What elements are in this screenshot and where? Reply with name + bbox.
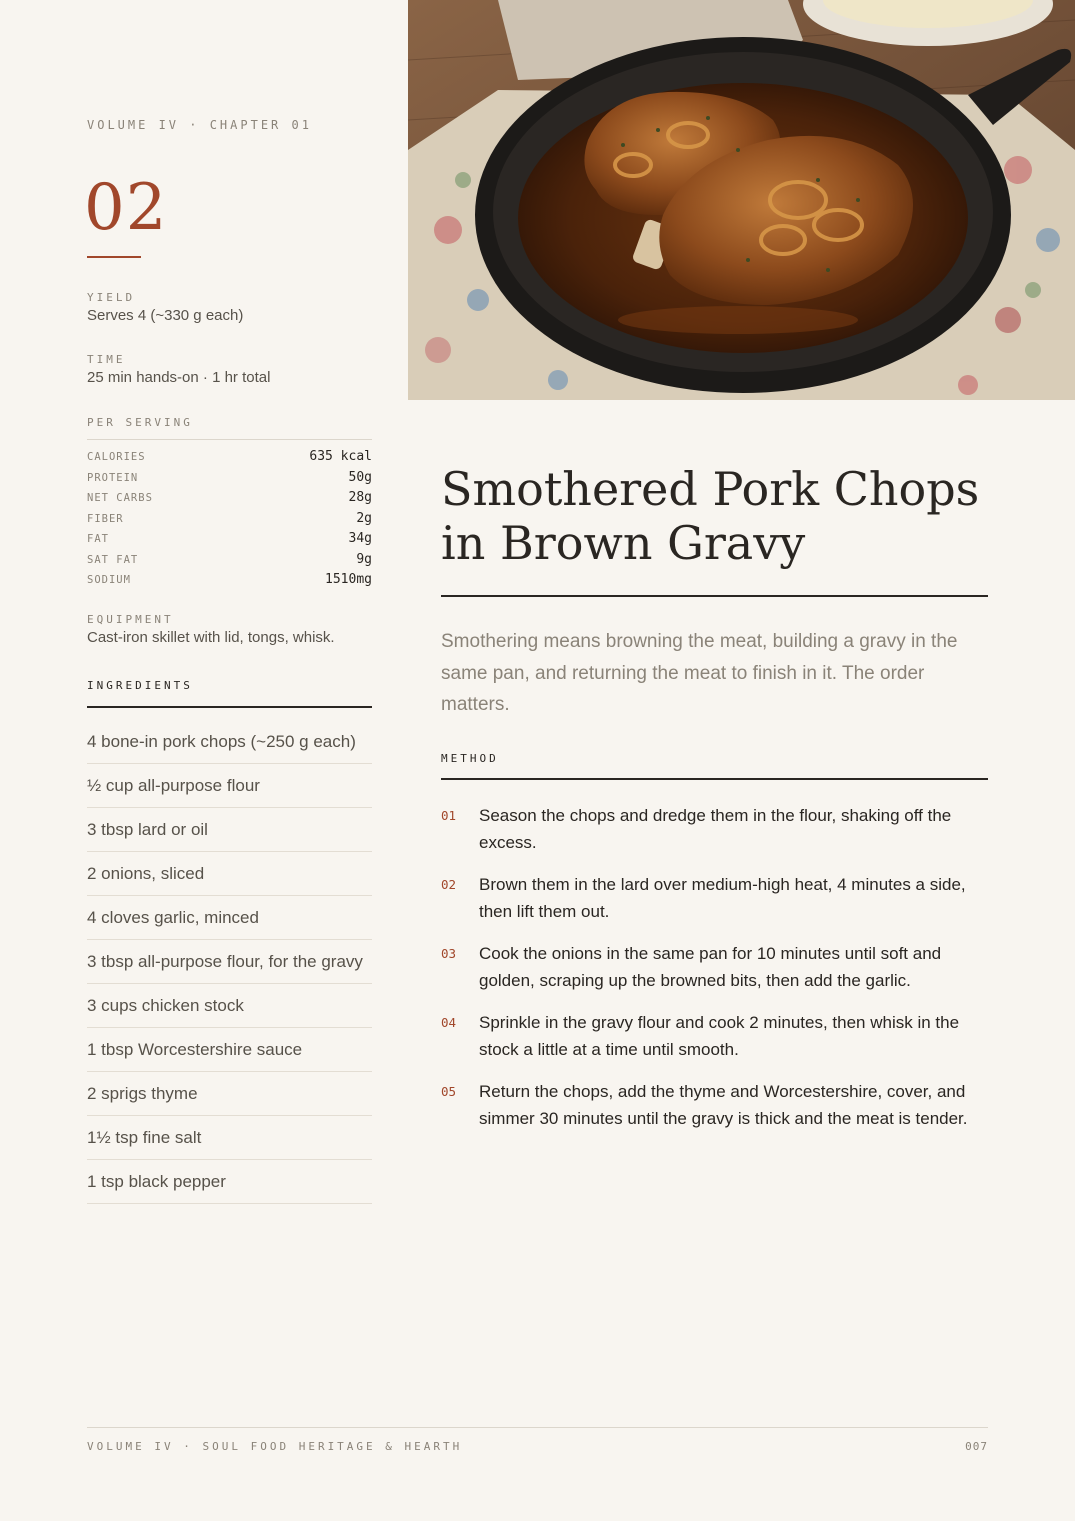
- ingredient-item: 1 tbsp Worcestershire sauce: [87, 1028, 372, 1072]
- nutrition-row-value: 9g: [356, 551, 372, 567]
- chapter-kicker: VOLUME IV · CHAPTER 01: [87, 118, 312, 132]
- yield-label: YIELD: [87, 291, 136, 304]
- yield-value: Serves 4 (~330 g each): [87, 307, 244, 324]
- ingredients-label: INGREDIENTS: [87, 679, 193, 692]
- step-number: 01: [441, 808, 457, 823]
- ingredient-item: 4 cloves garlic, minced: [87, 896, 372, 940]
- ingredient-item: 3 cups chicken stock: [87, 984, 372, 1028]
- ingredients-rule: [87, 706, 372, 708]
- step-number: 05: [441, 1084, 457, 1099]
- nutrition-row-sat-fat: [87, 552, 372, 573]
- ingredient-item: 1½ tsp fine salt: [87, 1116, 372, 1160]
- step-text: Return the chops, add the thyme and Worcestershire, cover, and simmer 30 minutes until the gravy is thick and the meat is tender.: [479, 1082, 968, 1128]
- ingredient-item: 2 sprigs thyme: [87, 1072, 372, 1116]
- nutrition-row-value: 34g: [348, 531, 372, 546]
- chapter-rule: [87, 256, 141, 258]
- ingredient-item: 4 bone-in pork chops (~250 g each): [87, 720, 372, 764]
- nutrition-row-label: SAT FAT: [87, 553, 139, 566]
- equipment-label: EQUIPMENT: [87, 613, 174, 626]
- time-value: 25 min hands-on · 1 hr total: [87, 369, 271, 386]
- time-block: [87, 353, 372, 388]
- ingredient-item: 3 tbsp all-purpose flour, for the gravy: [87, 940, 372, 984]
- title-rule: [441, 595, 988, 597]
- nutrition-rule: [87, 439, 372, 440]
- nutrition-row-sodium: [87, 572, 372, 593]
- footer-running-title: VOLUME IV · SOUL FOOD HERITAGE & HEARTH: [87, 1440, 463, 1453]
- ingredient-item: 1 tsp black pepper: [87, 1160, 372, 1204]
- step-number: 04: [441, 1015, 457, 1030]
- nutrition-row-label: FAT: [87, 533, 109, 545]
- nutrition-row-label: SODIUM: [87, 574, 131, 586]
- nutrition-row-label: PROTEIN: [87, 471, 139, 484]
- equipment-value: Cast-iron skillet with lid, tongs, whisk.: [87, 629, 335, 646]
- footer-rule: [87, 1427, 988, 1428]
- method-step: [441, 940, 988, 994]
- step-text: Cook the onions in the same pan for 10 minutes until soft and golden, scraping up the browned bits, then add the garlic.: [479, 944, 942, 990]
- nutrition-block: [87, 416, 372, 593]
- nutrition-row-label: FIBER: [87, 512, 124, 525]
- nutrition-row-value: 2g: [356, 510, 372, 526]
- step-text: Sprinkle in the gravy flour and cook 2 minutes, then whisk in the stock a little at a time until smooth.: [479, 1013, 960, 1059]
- nutrition-row-calories: [87, 449, 372, 470]
- method-step: [441, 1009, 988, 1063]
- step-text: Brown them in the lard over medium-high heat, 4 minutes a side, then lift them out.: [479, 875, 966, 921]
- method-step: [441, 871, 988, 925]
- nutrition-row-label: CALORIES: [87, 451, 146, 463]
- ingredients-heading: [87, 679, 372, 708]
- recipe-title: Smothered Pork Chops in Brown Gravy: [441, 462, 980, 570]
- ingredient-item: ½ cup all-purpose flour: [87, 764, 372, 808]
- ingredient-item: 2 onions, sliced: [87, 852, 372, 896]
- nutrition-row-fat: [87, 531, 372, 552]
- nutrition-label: PER SERVING: [87, 416, 193, 429]
- recipe-intro: Smothering means browning the meat, building a gravy in the same pan, and returning the meat to finish in it. The order matters.: [441, 631, 958, 715]
- nutrition-row-fiber: [87, 511, 372, 532]
- nutrition-row-value: 50g: [348, 469, 372, 485]
- hero-photo: [408, 0, 1075, 400]
- chapter-number: 02: [84, 171, 168, 245]
- step-number: 03: [441, 946, 457, 961]
- ingredient-item: 3 tbsp lard or oil: [87, 808, 372, 852]
- method-step: [441, 802, 988, 856]
- method-heading: [441, 752, 988, 780]
- method-label: METHOD: [441, 752, 499, 765]
- ingredients-list: [87, 720, 372, 1204]
- nutrition-row-value: 28g: [348, 490, 372, 505]
- nutrition-row-protein: [87, 470, 372, 491]
- time-label: TIME: [87, 353, 126, 366]
- nutrition-row-value: 635 kcal: [309, 449, 372, 464]
- equipment-block: [87, 613, 372, 648]
- nutrition-row-value: 1510mg: [325, 572, 372, 587]
- nutrition-table: [87, 449, 372, 593]
- step-number: 02: [441, 877, 457, 892]
- nutrition-row-label: NET CARBS: [87, 492, 153, 504]
- method-rule: [441, 778, 988, 780]
- method-step: [441, 1078, 988, 1132]
- nutrition-row-net-carbs: [87, 490, 372, 511]
- method-steps: [441, 802, 988, 1147]
- step-text: Season the chops and dredge them in the flour, shaking off the excess.: [479, 806, 952, 852]
- yield-block: [87, 291, 372, 326]
- skillet-illustration: [408, 0, 1075, 400]
- page-number: 007: [965, 1440, 988, 1453]
